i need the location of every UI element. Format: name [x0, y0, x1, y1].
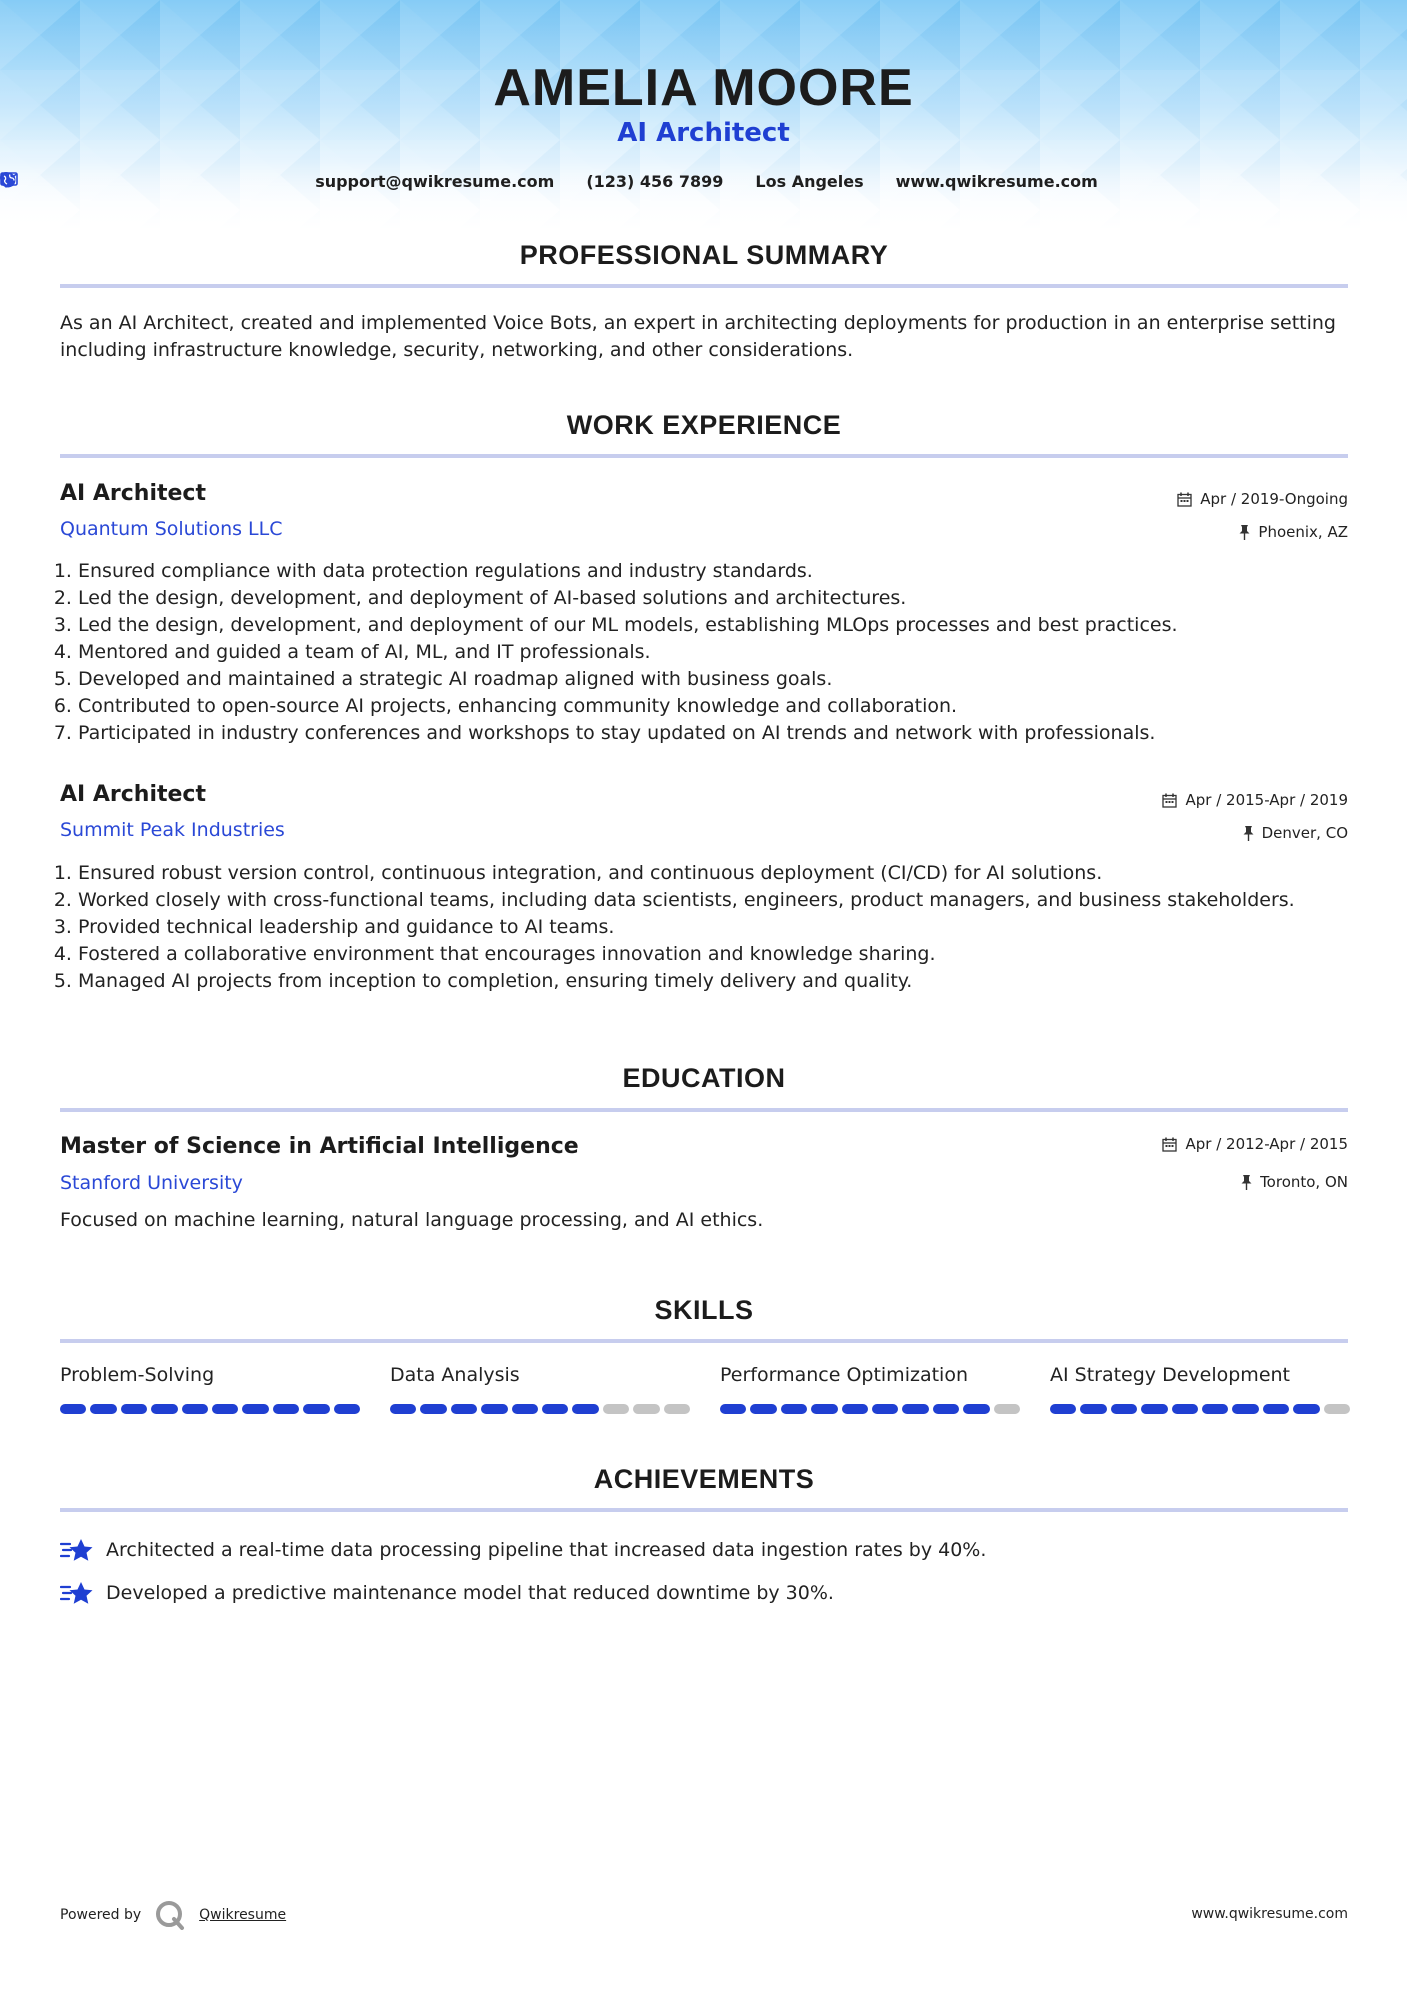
- section-divider: [60, 1108, 1348, 1112]
- list-item: 5. Developed and maintained a strategic AI roadmap aligned with business goals.: [78, 666, 1378, 693]
- contact-bar: [0, 172, 1407, 191]
- rating-dot-filled: [212, 1404, 238, 1414]
- achievement-item: [60, 1536, 986, 1564]
- skill-item: [60, 1364, 360, 1414]
- rating-dot-filled: [963, 1404, 989, 1414]
- rating-dot-filled: [572, 1404, 598, 1414]
- shooting-star-icon: [60, 1536, 94, 1564]
- rating-dot-empty: [1324, 1404, 1350, 1414]
- pushpin-icon: [1243, 826, 1254, 841]
- rating-dot-filled: [1172, 1404, 1198, 1414]
- rating-dot-filled: [933, 1404, 959, 1414]
- job-responsibilities: [57, 860, 1378, 995]
- skill-item: [390, 1364, 690, 1414]
- footer-url[interactable]: www.qwikresume.com: [1191, 1906, 1348, 1922]
- calendar-icon: [1162, 1137, 1177, 1152]
- skill-rating: [720, 1404, 1020, 1414]
- rating-dot-filled: [1202, 1404, 1228, 1414]
- company-name: Summit Peak Industries: [60, 819, 285, 841]
- email-text: support@qwikresume.com: [315, 172, 555, 191]
- calendar-icon: [1162, 793, 1177, 808]
- rating-dot-filled: [1232, 1404, 1258, 1414]
- rating-dot-filled: [242, 1404, 268, 1414]
- rating-dot-empty: [994, 1404, 1020, 1414]
- skill-item: [720, 1364, 1020, 1414]
- company-name: Quantum Solutions LLC: [60, 518, 283, 540]
- list-item: 6. Contributed to open-source AI projects, enhancing community knowledge and collaboration.: [78, 693, 1378, 720]
- job-title: AI Architect: [60, 782, 206, 807]
- rating-dot-filled: [121, 1404, 147, 1414]
- list-item: 1. Ensured robust version control, continuous integration, and continuous deployment (CI/CD) for AI solutions.: [78, 860, 1378, 887]
- rating-dot-filled: [90, 1404, 116, 1414]
- list-item: 4. Fostered a collaborative environment that encourages innovation and knowledge sharing.: [78, 941, 1378, 968]
- rating-dot-filled: [1293, 1404, 1319, 1414]
- rating-dot-filled: [750, 1404, 776, 1414]
- rating-dot-filled: [1141, 1404, 1167, 1414]
- achievement-text: Developed a predictive maintenance model that reduced downtime by 30%.: [106, 1582, 834, 1604]
- education-description: Focused on machine learning, natural language processing, and AI ethics.: [60, 1209, 764, 1231]
- skill-name: Data Analysis: [390, 1364, 520, 1386]
- rating-dot-empty: [603, 1404, 629, 1414]
- qwikresume-link[interactable]: Qwikresume: [199, 1907, 287, 1923]
- education-location-text: Toronto, ON: [1260, 1173, 1348, 1191]
- rating-dot-filled: [542, 1404, 568, 1414]
- rating-dot-filled: [273, 1404, 299, 1414]
- skill-name: Problem-Solving: [60, 1364, 215, 1386]
- phone-text: (123) 456 7899: [586, 172, 724, 191]
- list-item: 3. Led the design, development, and deployment of our ML models, establishing MLOps processes and best practices.: [78, 612, 1378, 639]
- job-dates: [1162, 791, 1348, 809]
- qwikresume-logo-icon: [155, 1900, 185, 1930]
- section-title-experience: WORK EXPERIENCE: [566, 410, 842, 440]
- rating-dot-filled: [872, 1404, 898, 1414]
- rating-dot-filled: [390, 1404, 416, 1414]
- shooting-star-icon: [60, 1579, 94, 1607]
- pushpin-icon: [1239, 525, 1250, 540]
- rating-dot-filled: [451, 1404, 477, 1414]
- skill-name: AI Strategy Development: [1050, 1364, 1290, 1386]
- list-item: 4. Mentored and guided a team of AI, ML, and IT professionals.: [78, 639, 1378, 666]
- rating-dot-filled: [1080, 1404, 1106, 1414]
- skill-name: Performance Optimization: [720, 1364, 968, 1386]
- powered-by-label: Powered by: [60, 1907, 142, 1923]
- skill-rating: [60, 1404, 360, 1414]
- school-name: Stanford University: [60, 1172, 243, 1194]
- degree-title: Master of Science in Artificial Intelligence: [60, 1134, 579, 1159]
- rating-dot-filled: [60, 1404, 86, 1414]
- rating-dot-filled: [902, 1404, 928, 1414]
- list-item: 2. Worked closely with cross-functional teams, including data scientists, engineers, product managers, and business stakeholders.: [78, 887, 1378, 914]
- skill-rating: [390, 1404, 690, 1414]
- contact-email[interactable]: [303, 172, 554, 191]
- section-divider: [60, 1508, 1348, 1512]
- rating-dot-filled: [720, 1404, 746, 1414]
- calendar-icon: [1177, 492, 1192, 507]
- job-location: [1243, 824, 1348, 842]
- rating-dot-filled: [334, 1404, 360, 1414]
- website-text: www.qwikresume.com: [895, 172, 1098, 191]
- job-dates-text: Apr / 2015-Apr / 2019: [1185, 791, 1348, 809]
- job-dates-text: Apr / 2019-Ongoing: [1200, 490, 1348, 508]
- rating-dot-filled: [1111, 1404, 1137, 1414]
- candidate-role: AI Architect: [617, 118, 790, 148]
- section-title-education: EDUCATION: [622, 1063, 786, 1093]
- rating-dot-empty: [664, 1404, 690, 1414]
- list-item: 2. Led the design, development, and deployment of AI-based solutions and architectures.: [78, 585, 1378, 612]
- job-dates: [1177, 490, 1348, 508]
- list-item: 5. Managed AI projects from inception to completion, ensuring timely delivery and quality.: [78, 968, 1378, 995]
- rating-dot-filled: [781, 1404, 807, 1414]
- section-divider: [60, 1339, 1348, 1343]
- rating-dot-filled: [512, 1404, 538, 1414]
- footer-branding: [60, 1900, 286, 1930]
- education-dates-text: Apr / 2012-Apr / 2015: [1185, 1135, 1348, 1153]
- rating-dot-empty: [633, 1404, 659, 1414]
- list-item: 1. Ensured compliance with data protection regulations and industry standards.: [78, 558, 1378, 585]
- achievement-text: Architected a real-time data processing pipeline that increased data ingestion rates by 40%.: [106, 1539, 987, 1561]
- job-responsibilities: [57, 558, 1378, 747]
- rating-dot-filled: [182, 1404, 208, 1414]
- list-item: 3. Provided technical leadership and guidance to AI teams.: [78, 914, 1378, 941]
- skills-list: [60, 1364, 1348, 1414]
- skill-item: [1050, 1364, 1350, 1414]
- location-text: Los Angeles: [755, 172, 864, 191]
- achievement-item: [60, 1579, 834, 1607]
- summary-text: As an AI Architect, created and implemented Voice Bots, an expert in architecting deployments for production in an enterprise setting including infrastructure knowledge, security, networking, and other considerations.: [60, 312, 1336, 361]
- rating-dot-filled: [303, 1404, 329, 1414]
- rating-dot-filled: [481, 1404, 507, 1414]
- rating-dot-filled: [1050, 1404, 1076, 1414]
- section-title-summary: PROFESSIONAL SUMMARY: [519, 240, 889, 270]
- rating-dot-filled: [1263, 1404, 1289, 1414]
- section-divider: [60, 284, 1348, 288]
- pushpin-icon: [1241, 1175, 1252, 1190]
- candidate-name: AMELIA MOORE: [493, 59, 914, 117]
- rating-dot-filled: [842, 1404, 868, 1414]
- header-banner: [0, 0, 1407, 230]
- section-title-achievements: ACHIEVEMENTS: [593, 1464, 815, 1494]
- job-location-text: Phoenix, AZ: [1258, 523, 1348, 541]
- contact-phone[interactable]: [574, 172, 723, 191]
- education-dates: [1162, 1135, 1348, 1153]
- list-item: 7. Participated in industry conferences and workshops to stay updated on AI trends and network with professionals.: [78, 720, 1378, 747]
- education-location: [1241, 1173, 1348, 1191]
- job-title: AI Architect: [60, 481, 206, 506]
- skill-rating: [1050, 1404, 1350, 1414]
- section-divider: [60, 454, 1348, 458]
- job-location-text: Denver, CO: [1261, 824, 1348, 842]
- rating-dot-filled: [420, 1404, 446, 1414]
- job-location: [1239, 523, 1348, 541]
- contact-location: [743, 172, 863, 191]
- rating-dot-filled: [151, 1404, 177, 1414]
- section-title-skills: SKILLS: [654, 1295, 754, 1325]
- contact-website[interactable]: [884, 172, 1098, 191]
- rating-dot-filled: [811, 1404, 837, 1414]
